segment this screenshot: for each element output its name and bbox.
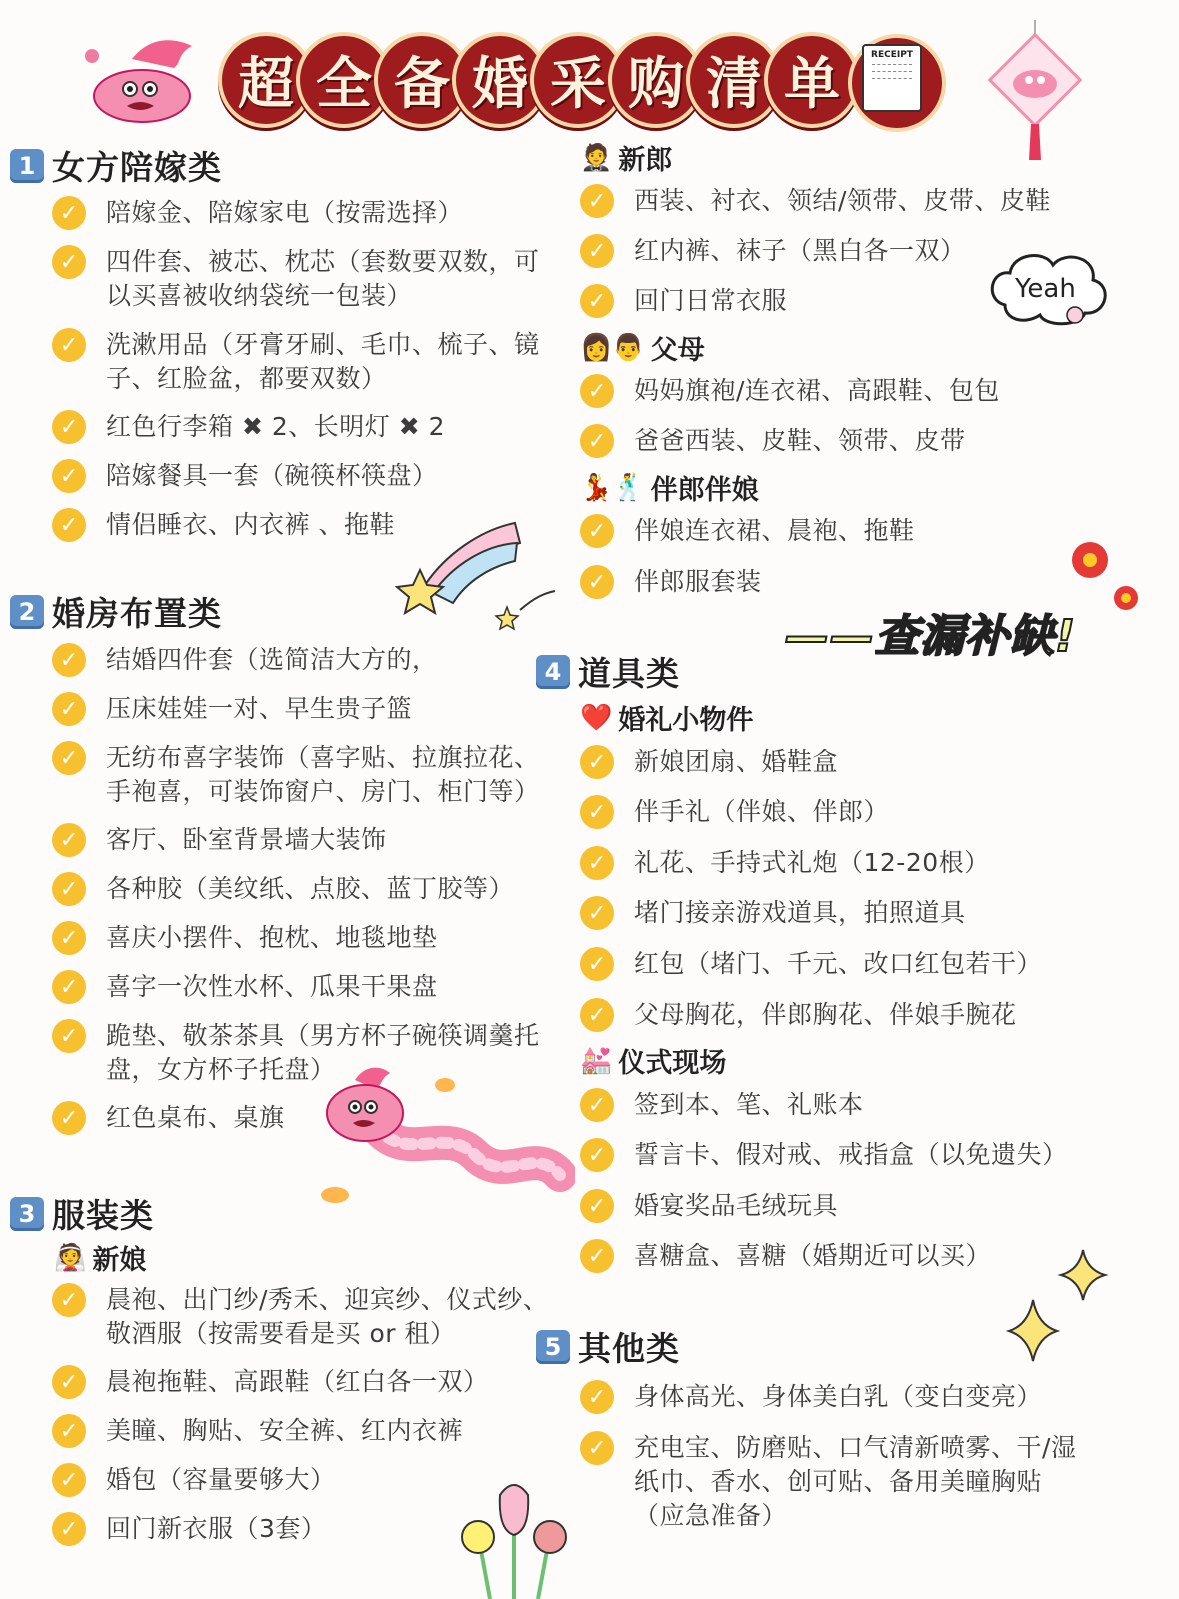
check-icon: ✓ [52,970,86,1004]
item-text: 回门新衣服（3套） [106,1514,327,1543]
subsection-label: 仪式现场 [618,1048,727,1079]
item-text: 妈妈旗袍/连衣裙、高跟鞋、包包 [634,376,1000,405]
check-icon: ✓ [52,459,86,493]
item-text: 无纺布喜字装饰（喜字贴、拉旗拉花、 手袍喜，可装饰窗户、房门、柜门等） [106,743,540,806]
list-item [580,998,1017,1032]
subsection-wedding-items [580,698,753,737]
item-text: 情侣睡衣、内衣裤 、拖鞋 [106,510,395,539]
check-icon: ✓ [52,245,86,279]
hanging-ornament-decoration [985,20,1085,170]
list-item [580,795,889,829]
list-item [580,846,990,880]
section-title: 道具类 [578,654,680,693]
title-char: 单 [764,32,860,128]
list-item [580,1189,838,1223]
list-item [52,1283,548,1351]
section-number-badge: 5 [536,1330,570,1364]
check-icon: ✓ [580,998,614,1032]
list-item [580,1239,991,1273]
list-item [52,1414,463,1448]
list-item [580,1431,1076,1533]
item-text: 喜字一次性水杯、瓜果干果盘 [106,972,438,1001]
item-text: 客厅、卧室背景墙大装饰 [106,825,387,854]
list-item [52,1101,285,1135]
yeah-cloud-decoration [985,245,1115,335]
item-text: 伴郎服套装 [634,567,762,596]
list-item [580,184,1051,218]
title-char: 采 [530,32,626,128]
item-text: 婚宴奖品毛绒玩具 [634,1191,839,1220]
item-text: 红内裤、袜子（黑白各一双） [634,236,966,265]
title-char: 清 [686,32,782,128]
list-item [580,1380,1042,1414]
check-icon: ✓ [580,374,614,408]
section-4-header [536,648,680,695]
list-item [580,565,762,599]
list-item [52,459,438,493]
list-item [52,741,540,809]
section-title: 女方陪嫁类 [52,148,222,187]
check-icon: ✓ [52,328,86,362]
check-icon: ✓ [580,514,614,548]
item-text: 誓言卡、假对戒、戒指盒（以免遗失） [634,1140,1068,1169]
item-text: 父母胸花，伴郎胸花、伴娘手腕花 [634,1000,1017,1029]
item-text: 红色行李箱 ✖ 2、长明灯 ✖ 2 [106,412,445,441]
section-5-header [536,1323,680,1370]
check-icon: ✓ [52,921,86,955]
check-icon: ✓ [52,823,86,857]
check-icon: ✓ [52,1414,86,1448]
section-number-badge: 4 [536,655,570,689]
check-icon: ✓ [580,1239,614,1273]
tagline: ——查漏补缺! [785,611,1077,662]
item-text: 礼花、手持式礼炮（12-20根） [634,848,990,877]
check-icon: ✓ [580,284,614,318]
item-text: 压床娃娃一对、早生贵子篮 [106,694,413,723]
list-item [52,410,445,444]
section-number-badge: 1 [10,149,44,183]
tulip-decoration [450,1475,580,1599]
check-icon: ✓ [580,1088,614,1122]
check-icon: ✓ [52,1463,86,1497]
section-2-header [10,588,222,635]
check-icon: ✓ [52,643,86,677]
pink-dragon-decoration [305,1065,575,1215]
item-text: 充电宝、防磨贴、口气清新喷雾、干/湿 纸巾、香水、创可贴、备用美瞳胸贴 （应急准备） [634,1433,1077,1530]
check-icon: ✓ [580,846,614,880]
check-icon: ✓ [580,565,614,599]
check-icon: ✓ [580,184,614,218]
subsection-label: 婚礼小物件 [618,705,754,736]
subsection-label: 新娘 [92,1245,147,1276]
item-text: 陪嫁餐具一套（碗筷杯筷盘） [106,461,438,490]
list-item [580,947,1042,981]
check-icon: ✓ [52,1101,86,1135]
list-item [52,692,412,726]
title-char: 全 [296,32,392,128]
section-title: 其他类 [578,1329,680,1368]
item-text: 美瞳、胸贴、安全裤、红内衣裤 [106,1416,464,1445]
section-number-badge: 3 [10,1197,44,1231]
dragon-head-decoration [82,34,212,124]
item-text: 堵门接亲游戏道具，拍照道具 [634,898,966,927]
subsection-label: 伴郎伴娘 [650,475,759,506]
list-item [52,643,438,677]
check-icon: ✓ [52,508,86,542]
check-icon: ✓ [580,1380,614,1414]
item-text: 回门日常衣服 [634,286,788,315]
item-text: 伴娘连衣裙、晨袍、拖鞋 [634,516,915,545]
receipt-icon [862,44,922,112]
heart-icon: ❤️ [580,702,613,733]
check-icon: ✓ [52,1365,86,1399]
check-icon: ✓ [580,947,614,981]
subsection-ceremony-venue [580,1041,726,1080]
list-item [52,872,514,906]
item-text: 红包（堵门、千元、改口红包若干） [634,949,1043,978]
subsection-bride [54,1238,146,1277]
check-icon: ✓ [52,410,86,444]
list-item [580,1088,864,1122]
section-3-header [10,1190,154,1237]
list-item [52,823,387,857]
check-icon: ✓ [580,1138,614,1172]
sparkle-decoration [1005,1245,1115,1365]
check-icon: ✓ [580,745,614,779]
item-text: 婚包（容量要够大） [106,1465,336,1494]
item-text: 喜庆小摆件、抱枕、地毯地垫 [106,923,438,952]
list-item [52,1019,540,1087]
section-number-badge: 2 [10,595,44,629]
item-text: 洗漱用品（牙膏牙刷、毛巾、梳子、镜 子、红脸盆，都要双数） [106,330,540,393]
item-text: 晨袍、出门纱/秀禾、迎宾纱、仪式纱、 敬酒服（按需要看是买 or 租） [106,1285,549,1348]
item-text: 爸爸西装、皮鞋、领带、皮带 [634,426,966,455]
check-icon: ✓ [52,872,86,906]
item-text: 新娘团扇、婚鞋盒 [634,747,839,776]
item-text: 晨袍拖鞋、高跟鞋（红白各一双） [106,1367,489,1396]
item-text: 伴手礼（伴娘、伴郎） [634,797,890,826]
item-text: 陪嫁金、陪嫁家电（按需选择） [106,198,464,227]
check-icon: ✓ [52,1019,86,1053]
list-item [52,245,540,313]
list-item [580,1138,1068,1172]
check-icon: ✓ [52,741,86,775]
item-text: 西装、衬衣、领结/领带、皮带、皮鞋 [634,186,1051,215]
title-char: 超 [218,32,314,128]
list-item [580,284,787,318]
list-item [580,374,1000,408]
rainbow-star-decoration [395,515,565,635]
list-item [52,921,438,955]
list-item [52,1512,326,1546]
check-icon: ✓ [52,692,86,726]
list-item [580,745,838,779]
groom-icon: 🤵 [580,142,613,173]
list-item [580,234,966,268]
item-text: 签到本、笔、礼账本 [634,1090,864,1119]
section-title: 婚房布置类 [52,594,222,633]
check-icon: ✓ [52,1512,86,1546]
item-text: 红色桌布、桌旗 [106,1103,285,1132]
subsection-wedding-party [580,468,759,507]
list-item [580,424,966,458]
subsection-groom [580,138,672,177]
parents-icon: 👩👨 [580,332,645,363]
list-item [580,514,915,548]
item-text: 各种胶（美纹纸、点胶、蓝丁胶等） [106,874,515,903]
check-icon: ✓ [580,1431,614,1465]
chapel-icon: 💒 [580,1045,613,1076]
section-title: 服装类 [52,1196,154,1235]
item-text: 跪垫、敬茶茶具（男方杯子碗筷调羹托 盘，女方杯子托盘） [106,1021,540,1084]
item-text: 四件套、被芯、枕芯（套数要双数，可 以买喜被收纳袋统一包装） [106,247,540,310]
item-text: 结婚四件套（选简洁大方的， [106,645,438,674]
subsection-label: 新郎 [618,145,673,176]
check-icon: ✓ [580,795,614,829]
list-item [52,1365,489,1399]
check-icon: ✓ [580,234,614,268]
receipt-label: RECEIPT [871,50,913,60]
subsection-parents [580,328,705,367]
check-icon: ✓ [52,1283,86,1317]
subsection-label: 父母 [650,335,705,366]
title-char: 备 [374,32,470,128]
list-item [52,328,540,396]
check-icon: ✓ [580,424,614,458]
section-1-header [10,142,222,189]
check-icon: ✓ [52,196,86,230]
item-text: 喜糖盒、喜糖（婚期近可以买） [634,1241,992,1270]
list-item [52,1463,336,1497]
page-title [218,32,938,124]
check-icon: ✓ [580,896,614,930]
red-flower-decoration [1068,538,1143,618]
title-char: 购 [608,32,704,128]
list-item [580,896,966,930]
list-item [52,508,395,542]
list-item [52,196,463,230]
bride-icon: 👰 [54,1242,87,1273]
check-icon: ✓ [580,1189,614,1223]
list-item [52,970,438,1004]
yeah-text: Yeah [1015,274,1076,304]
title-char: 婚 [452,32,548,128]
dancers-icon: 💃🕺 [580,472,645,503]
item-text: 身体高光、身体美白乳（变白变亮） [634,1382,1043,1411]
